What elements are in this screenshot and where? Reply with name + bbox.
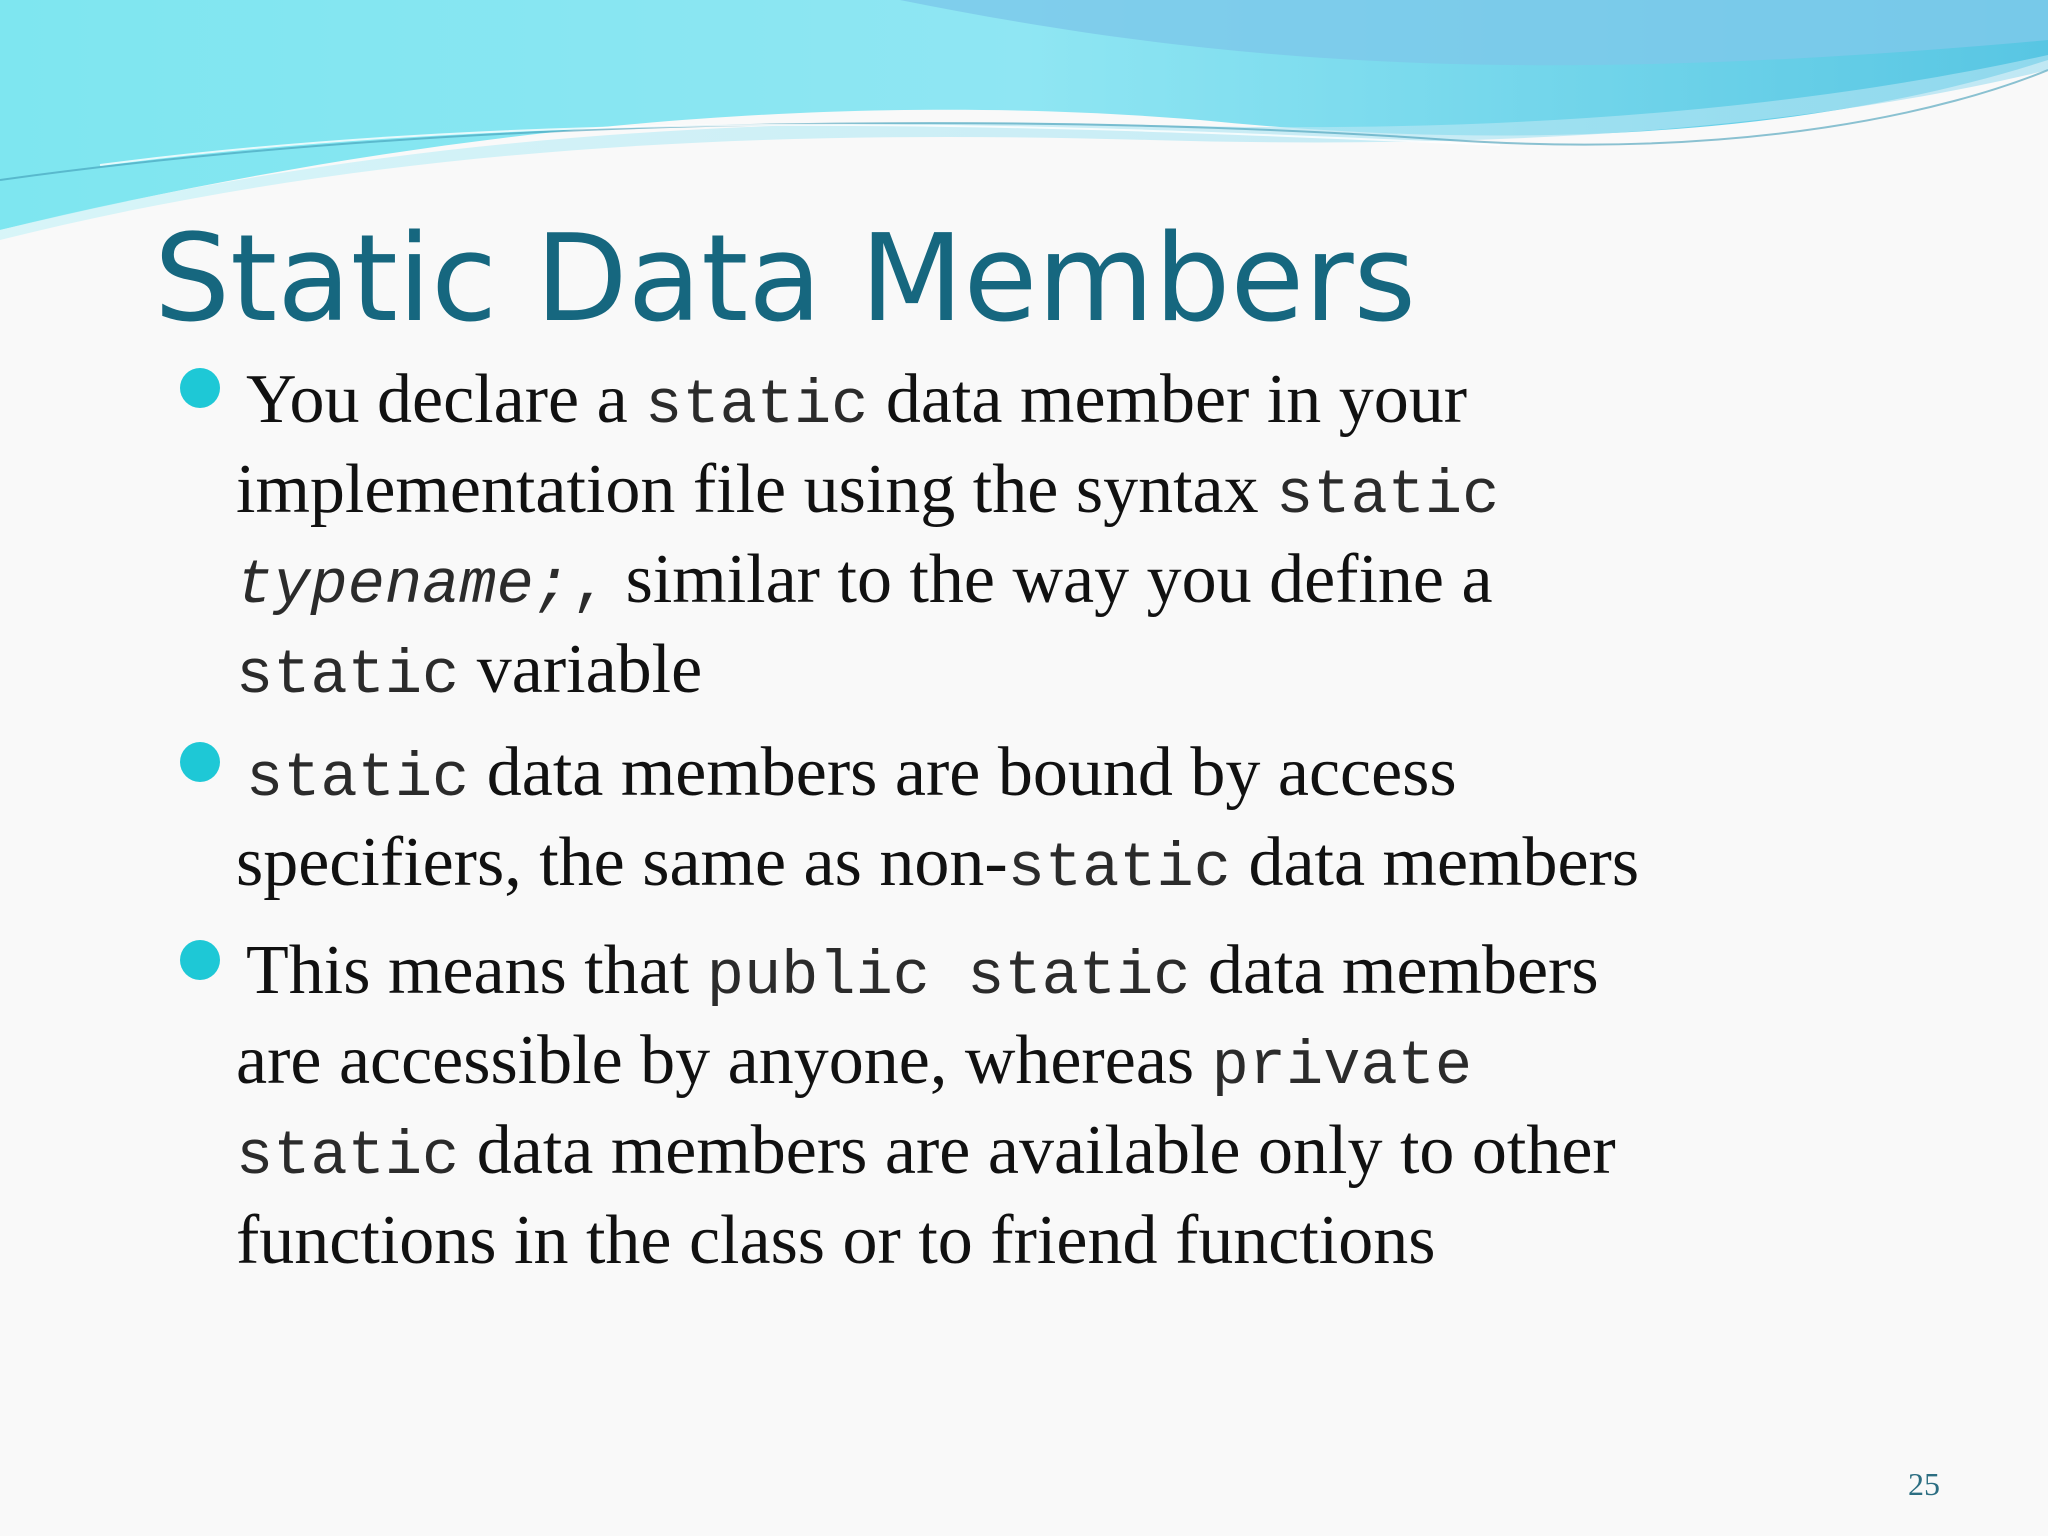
- code-run: static: [645, 370, 869, 441]
- bullet-dot-icon: [180, 940, 220, 980]
- text-run: data members are available only to other: [459, 1112, 1616, 1189]
- text-run: You declare a: [246, 361, 646, 438]
- text-run: This means that: [246, 932, 707, 1009]
- code-run: static: [236, 640, 460, 711]
- code-run: typename;: [236, 550, 571, 621]
- bullet-dot-icon: [180, 368, 220, 408]
- bullet-line: [236, 1196, 1435, 1286]
- text-run: similar to the way you define a: [608, 541, 1493, 618]
- text-run: functions in the class or to friend functions: [236, 1202, 1436, 1279]
- text-run: are accessible by anyone, whereas: [236, 1022, 1212, 1099]
- text-run: data members: [1230, 824, 1640, 901]
- code-run: static: [1276, 460, 1500, 531]
- text-run: specifiers, the same as non-: [236, 824, 1008, 901]
- bullet-line: [246, 728, 1457, 824]
- code-run: static: [246, 743, 470, 814]
- text-run: data members: [1190, 932, 1599, 1009]
- text-run: data member in your: [868, 361, 1468, 438]
- bullet-line: [246, 926, 1599, 1022]
- bullet-line: [246, 355, 1467, 451]
- code-run: private: [1211, 1031, 1473, 1102]
- bullet-line: [236, 535, 1493, 631]
- bullet-line: [236, 1106, 1616, 1202]
- bullet-line: [236, 625, 702, 721]
- code-run: static: [236, 1121, 460, 1192]
- text-run: implementation file using the syntax: [236, 451, 1277, 528]
- bullet-line: [236, 1016, 1472, 1112]
- code-run: public static: [706, 941, 1191, 1012]
- bullet-line: [236, 445, 1499, 541]
- page-number: 25: [1908, 1466, 1940, 1502]
- text-run: data members are bound by access: [469, 734, 1457, 811]
- code-run: ,: [570, 550, 609, 621]
- code-run: static: [1007, 833, 1231, 904]
- text-run: variable: [459, 631, 703, 708]
- bullet-dot-icon: [180, 742, 220, 782]
- bullet-line: [236, 818, 1639, 914]
- slide-title: Static Data Members: [154, 210, 1417, 349]
